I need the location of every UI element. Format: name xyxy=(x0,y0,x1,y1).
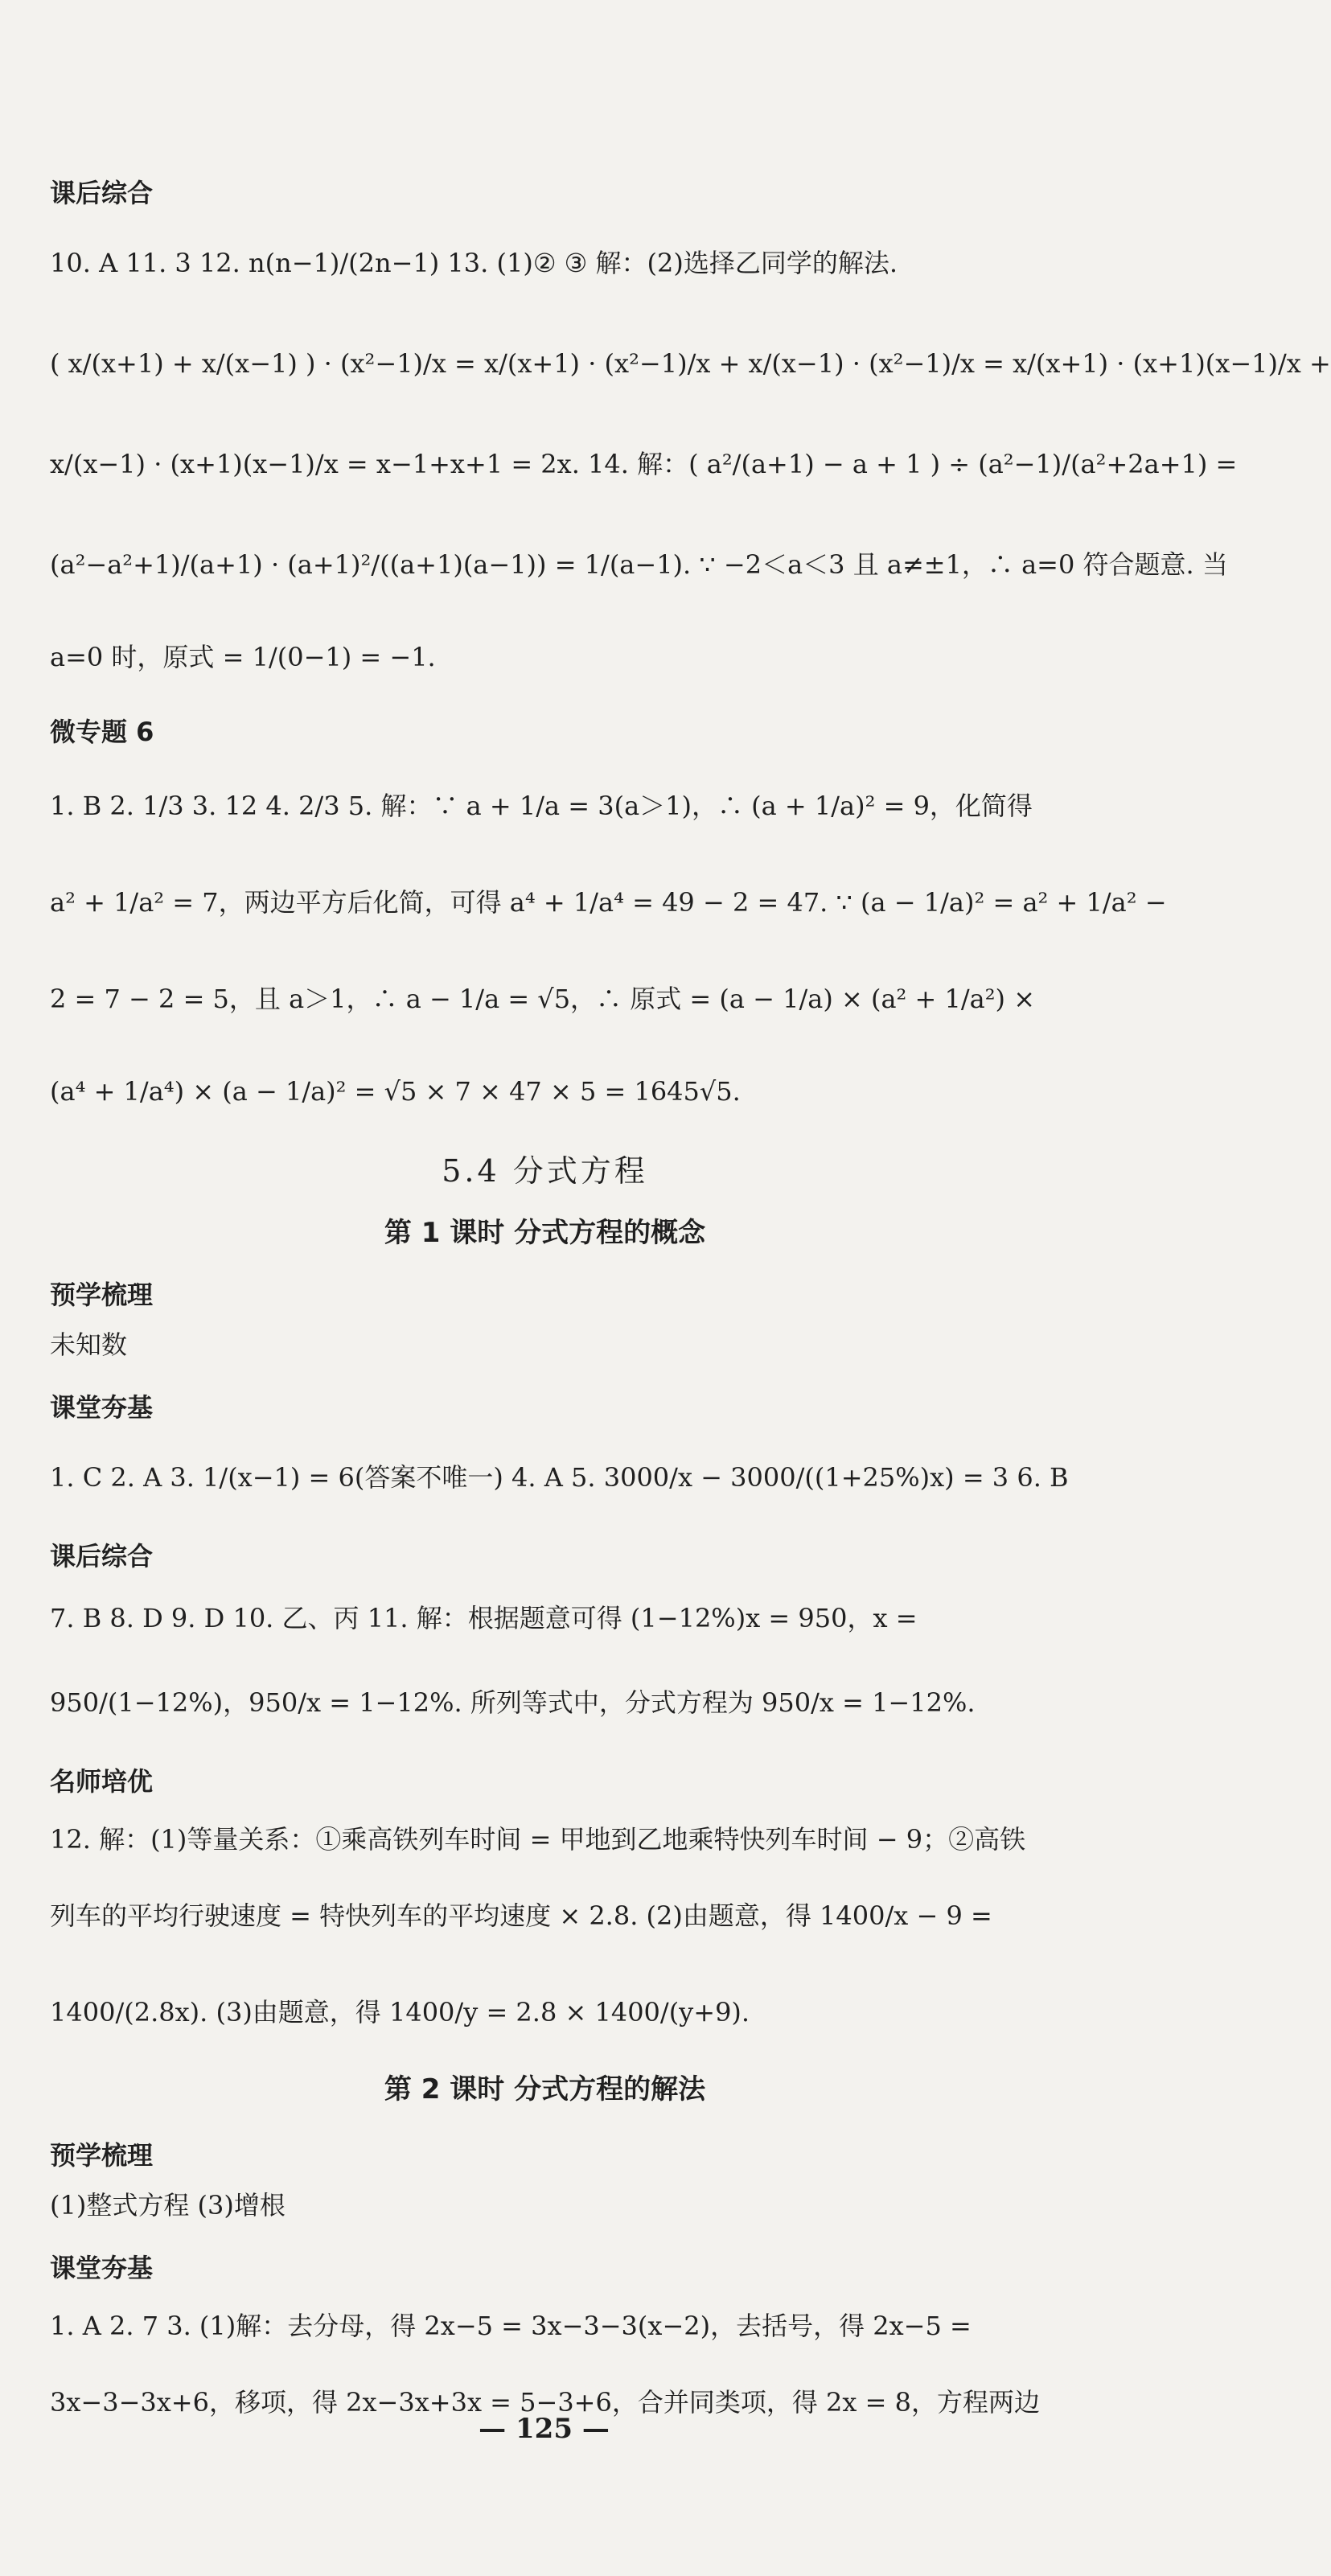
lesson-title: 第 1 课时 分式方程的概念 xyxy=(384,1217,706,1249)
section-heading: 课后综合 xyxy=(50,178,154,208)
answer-line: 7. B 8. D 9. D 10. 乙、丙 11. 解：根据题意可得 (1−12%)x = 950，x = xyxy=(50,1603,918,1633)
answer-line: (a²−a²+1)/(a+1) · (a+1)²/((a+1)(a−1)) = 1/(a−1). ∵ −2＜a＜3 且 a≠±1，∴ a=0 符合题意. 当 xyxy=(50,549,1228,580)
answer-line: 950/(1−12%)，950/x = 1−12%. 所列等式中，分式方程为 950/x = 1−12%. xyxy=(50,1687,976,1718)
answer-line: 10. A 11. 3 12. n(n−1)/(2n−1) 13. (1)② ③ 解：(2)选择乙同学的解法. xyxy=(50,248,898,278)
answer-line: (1)整式方程 (3)增根 xyxy=(50,2190,286,2221)
section-heading: 课后综合 xyxy=(50,1541,154,1571)
answer-line: ( x/(x+1) + x/(x−1) ) · (x²−1)/x = x/(x+1) · (x²−1)/x + x/(x−1) · (x²−1)/x = x/(x+1) · (x+1)(x−1)/x + xyxy=(50,348,1331,379)
chapter-section-title: 5.4 分式方程 xyxy=(442,1153,648,1189)
answer-line: x/(x−1) · (x+1)(x−1)/x = x−1+x+1 = 2x. 14. 解：( a²/(a+1) − a + 1 ) ÷ (a²−1)/(a²+2a+1) = xyxy=(50,449,1238,479)
answer-line: a=0 时，原式 = 1/(0−1) = −1. xyxy=(50,642,436,672)
answer-line: a² + 1/a² = 7，两边平方后化简，可得 a⁴ + 1/a⁴ = 49 − 2 = 47. ∵ (a − 1/a)² = a² + 1/a² − xyxy=(50,887,1167,918)
section-heading: 预学梳理 xyxy=(50,1280,154,1310)
lesson-title: 第 2 课时 分式方程的解法 xyxy=(384,2073,706,2106)
section-heading: 名师培优 xyxy=(50,1766,154,1797)
section-heading: 课堂夯基 xyxy=(50,2253,154,2283)
section-heading: 课堂夯基 xyxy=(50,1392,154,1423)
answer-line: 1. B 2. 1/3 3. 12 4. 2/3 5. 解：∵ a + 1/a = 3(a＞1)，∴ (a + 1/a)² = 9，化简得 xyxy=(50,791,1033,821)
answer-line: 3x−3−3x+6，移项，得 2x−3x+3x = 5−3+6，合并同类项，得 2x = 8，方程两边 xyxy=(50,2387,1040,2418)
page-number: — 125 — xyxy=(479,2413,610,2445)
answer-line: 12. 解：(1)等量关系：①乘高铁列车时间 = 甲地到乙地乘特快列车时间 − 9；②高铁 xyxy=(50,1824,1026,1855)
section-heading: 预学梳理 xyxy=(50,2140,154,2171)
answer-line: 2 = 7 − 2 = 5，且 a＞1，∴ a − 1/a = √5，∴ 原式 = (a − 1/a) × (a² + 1/a²) × xyxy=(50,984,1036,1014)
answer-line: 1. A 2. 7 3. (1)解：去分母，得 2x−5 = 3x−3−3(x−2)，去括号，得 2x−5 = xyxy=(50,2311,972,2341)
section-heading: 微专题 6 xyxy=(50,717,154,747)
answer-line: (a⁴ + 1/a⁴) × (a − 1/a)² = √5 × 7 × 47 × 5 = 1645√5. xyxy=(50,1076,741,1107)
answer-line: 1. C 2. A 3. 1/(x−1) = 6(答案不唯一) 4. A 5. 3000/x − 3000/((1+25%)x) = 3 6. B xyxy=(50,1462,1069,1493)
content-area xyxy=(50,173,1331,2505)
answer-line: 列车的平均行驶速度 = 特快列车的平均速度 × 2.8. (2)由题意，得 1400/x − 9 = xyxy=(50,1900,992,1931)
answer-line: 未知数 xyxy=(50,1329,128,1360)
answer-line: 1400/(2.8x). (3)由题意，得 1400/y = 2.8 × 1400/(y+9). xyxy=(50,1997,750,2028)
